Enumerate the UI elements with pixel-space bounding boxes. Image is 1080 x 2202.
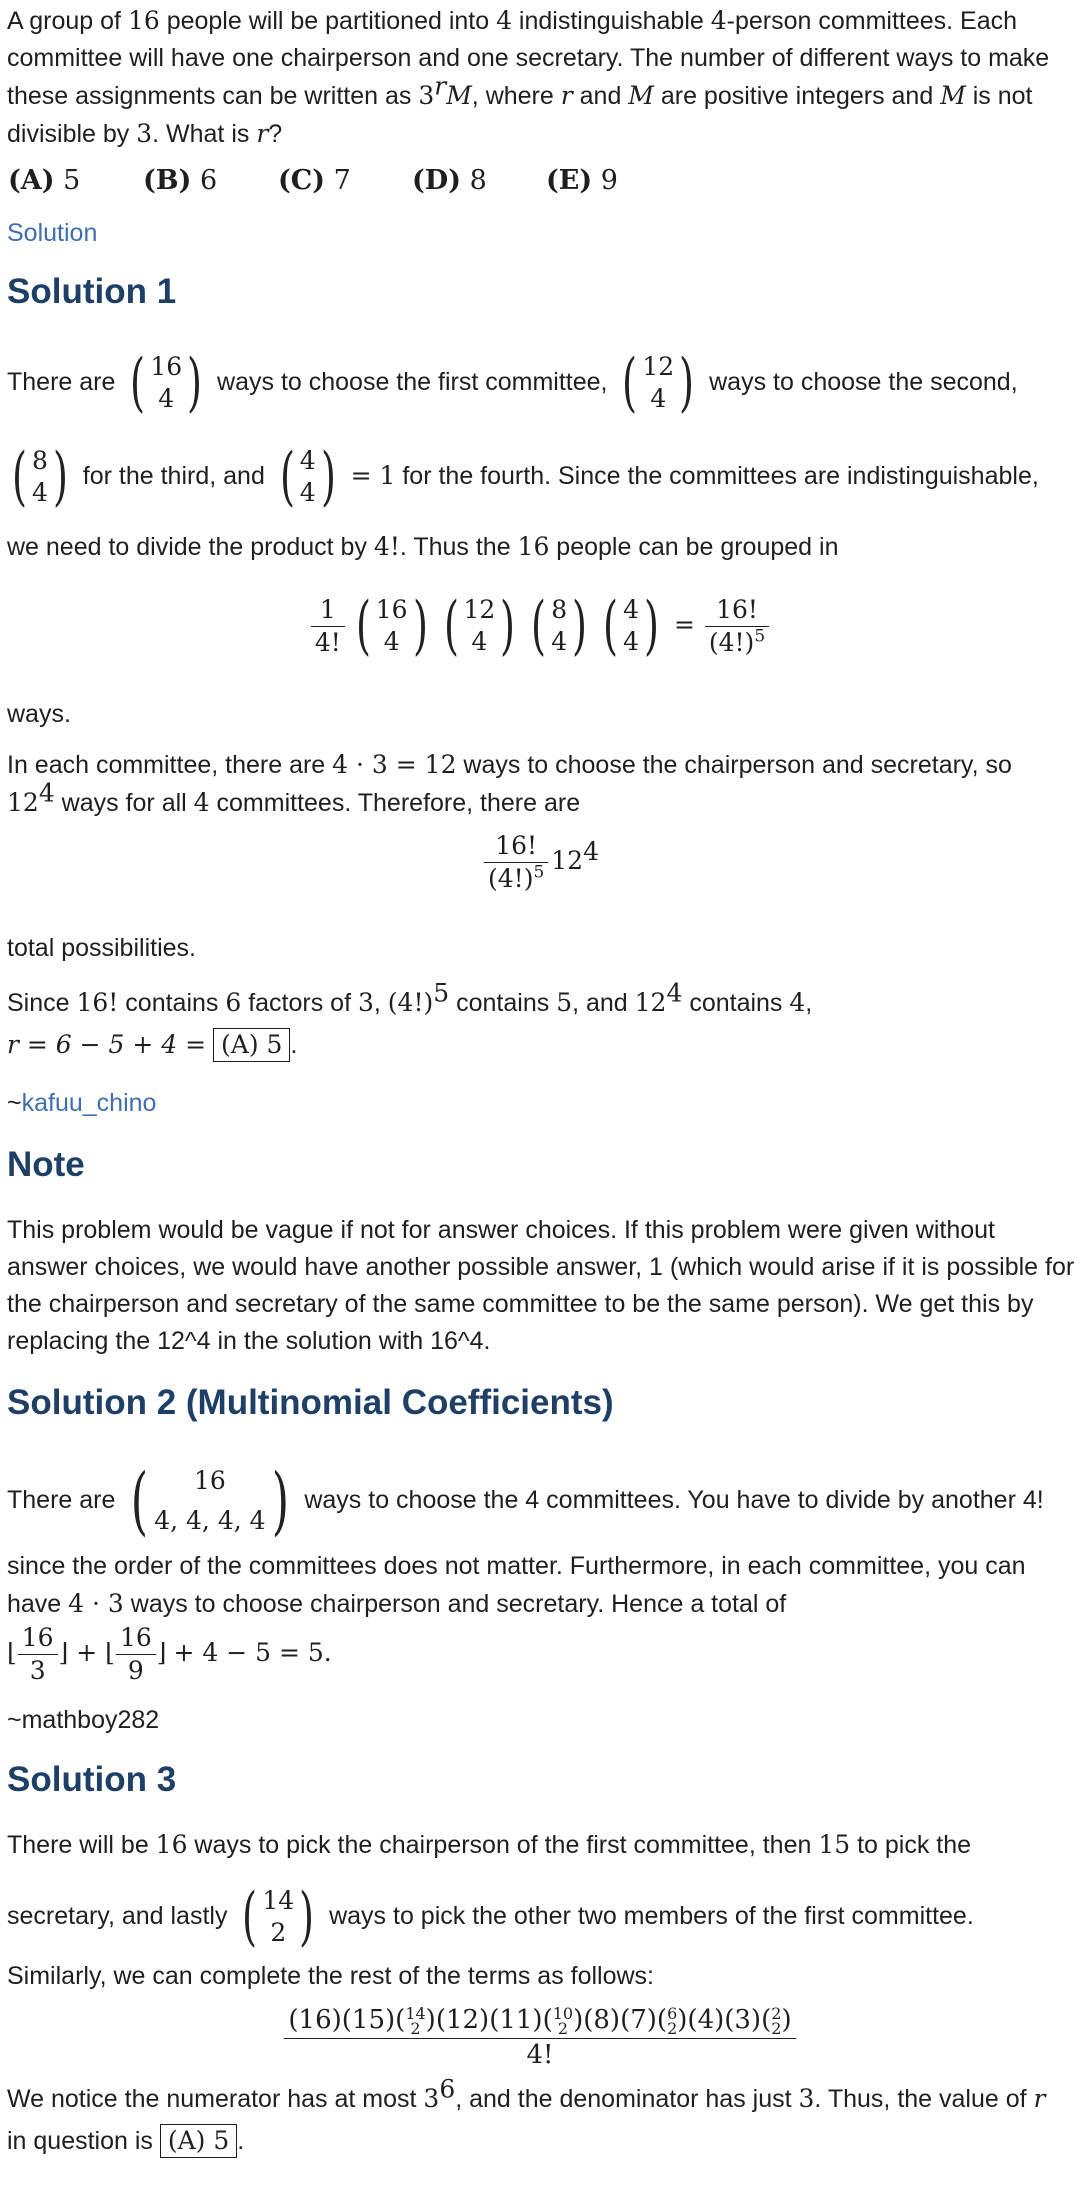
solution-2-author: ~mathboy282 xyxy=(7,1706,160,1734)
answer-box-2: (A) 5 xyxy=(160,2124,237,2158)
solution-1-ways: ways. xyxy=(7,700,71,728)
solution-1-line-2: ( 8 4 ) for the third, and ( 4 4 ) = 1 for the fourth. Since the committees are indistinguishable, xyxy=(7,436,1077,516)
solution-1-line-1: There are ( 16 4 ) ways to choose the first committee, ( 12 4 ) ways to choose the second, xyxy=(7,346,1018,421)
solution-1-total: total possibilities. xyxy=(7,934,196,962)
binomial-8-4: ( 8 4 ) xyxy=(11,440,68,515)
choice-d: (D) 8 xyxy=(412,165,487,196)
binomial-4-4: ( 4 4 ) xyxy=(279,440,336,515)
choice-b: (B) 6 xyxy=(143,165,218,196)
solution-3-line-2: secretary, and lastly ( 14 2 ) ways to pick the other two members of the first committee. xyxy=(7,1880,974,1955)
author-link-kafuu-chino[interactable]: kafuu_chino xyxy=(21,1089,157,1117)
problem-statement: A group of 16 people will be partitioned into 4 indistinguishable 4-person committees. Each committee will have one chairperson and one secretary. The number of different ways to make these assignments can be written as 3$^r$M, where r and M are positive integers and M is not divisible by 3. What is r? xyxy=(7,6,1050,148)
choice-e: (E) 9 xyxy=(546,165,618,196)
solution-3-line-3: Similarly, we can complete the rest of the terms as follows: xyxy=(7,1962,654,1990)
display-equation-2: $\frac{16!}{(4!)^5}$ $12^4$ xyxy=(0,830,1080,895)
solution-1-paragraph-3: Since 16! contains 6 factors of 3, $(4!)^5$ contains 5, and $12^4$ contains 4, r = 6 − 5 + 4 = (A) 5 . xyxy=(7,982,1077,1066)
binomial-14-2: ( 14 2 ) xyxy=(242,1880,315,1955)
choice-c: (C) 7 xyxy=(278,165,351,196)
binomial-12-4: ( 12 4 ) xyxy=(622,346,695,421)
display-equation-1: $\frac{1}{4!}$ ( 16 4 ) ( 12 4 ) ( 8 4 ) ( 4 4 ) = $\frac{16!}{(4!)^5}$ xyxy=(0,585,1080,665)
display-equation-3: (16)(15)( 14 2 )(12)(11)( 10 2 )(8)(7)( 6 2 )(4)(3)( 2 2 ) 4! xyxy=(0,2002,1080,2071)
choice-a: (A) 5 xyxy=(8,165,81,196)
solution-2-heading: Solution 2 (Multinomial Coefficients) xyxy=(7,1383,614,1422)
solution-link[interactable]: Solution xyxy=(7,219,98,247)
solution-1-author: ~kafuu_chino xyxy=(7,1089,157,1117)
binomial-16-4: ( 16 4 ) xyxy=(130,346,203,421)
solution-1-heading: Solution 1 xyxy=(7,272,177,311)
answer-box: (A) 5 xyxy=(213,1028,290,1062)
solution-1-line-3: we need to divide the product by 4!. Thus the 16 people can be grouped in xyxy=(7,532,839,561)
note-text: This problem would be vague if not for answer choices. If this problem were given without answer choices, we would have another possible answer, 1 (which would arise if it is possible for the chairperson and secretary of the same committee to be the same person). We get this by replacing the 12^4 in the solution with 16^4. xyxy=(7,1216,1075,1355)
solution-3-line-1: There will be 16 ways to pick the chairperson of the first committee, then 15 to pick the xyxy=(7,1830,972,1859)
solution-2-paragraph: since the order of the committees does not matter. Furthermore, in each committee, you can have 4 · 3 ways to choose chairperson and secretary. Hence a total of xyxy=(7,1552,1026,1618)
solution-3-conclusion: We notice the numerator has at most $3^6$, and the denominator has just 3. Thus, the value of r in question is (A) 5 . xyxy=(7,2078,1077,2162)
note-heading: Note xyxy=(7,1145,85,1184)
solution-2-line-1: There are ( 16 4, 4, 4, 4 ) ways to choose the 4 committees. You have to divide by another 4! xyxy=(7,1458,1044,1545)
solution-1-paragraph-2: In each committee, there are 4 · 3 = 12 ways to choose the chairperson and secretary, so $12^4$ ways for all 4 committees. Therefore, there are xyxy=(7,750,1012,817)
multinomial-coefficient: ( 16 4, 4, 4, 4 ) xyxy=(131,1458,289,1545)
solution-2-formula: ⌊ $\frac{16}{3}$ ⌋ + ⌊ $\frac{16}{9}$ ⌋ + 4 − 5 = 5. xyxy=(7,1622,332,1685)
solution-3-heading: Solution 3 xyxy=(7,1760,177,1799)
